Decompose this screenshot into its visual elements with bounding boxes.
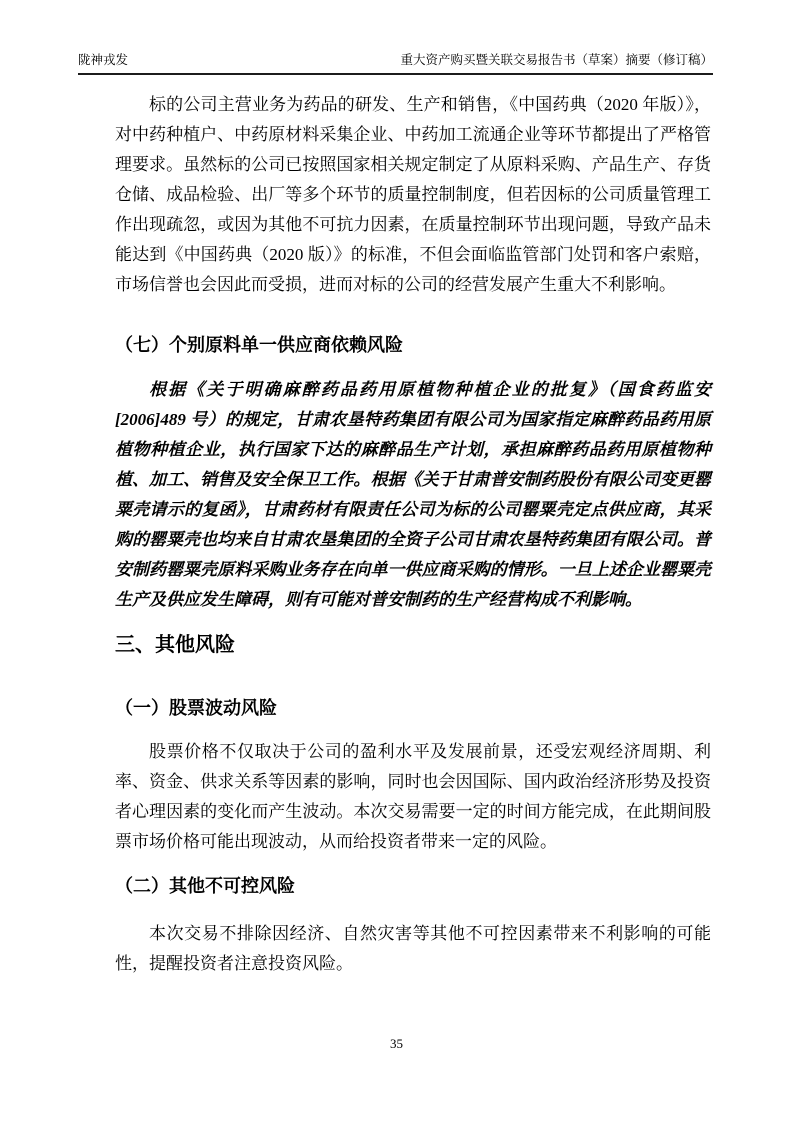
heading-chapter-3-other-risks: 三、其他风险 [115, 634, 235, 656]
paragraph-quality-risk: 标的公司主营业务为药品的研发、生产和销售，《中国药典（2020 年版）》，对中药种植户、中药原材料采集企业、中药加工流通企业等环节都提出了严格管理要求。虽然标的公司已按照国家相关规定制定了从原料采购、产品生产、存货仓储、成品检验、出厂等多个环节的质量控制制度，但若因标的公司质量管理工作出现疏忽，或因为其他不可抗力因素，在质量控制环节出现问题，导致产品未能达到《中国药典（2020 版）》的标准，不但会面临监管部门处罚和客户索赔，市场信誉也会因此而受损，进而对标的公司的经营发展产生重大不利影响。 [115, 95, 711, 294]
heading-section-7-supplier-dependence-risk: （七）个别原料单一供应商依赖风险 [115, 335, 403, 355]
page-footer [0, 1036, 793, 1052]
paragraph-section-3-1-stock-volatility: 股票价格不仅取决于公司的盈利水平及发展前景，还受宏观经济周期、利率、资金、供求关系等因素的影响，同时也会因国际、国内政治经济形势及投资者心理因素的变化而产生波动。本次交易需要一定的时间方能完成，在此期间股票市场价格可能出现波动，从而给投资者带来一定的风险。 [115, 742, 711, 851]
header-company-name: 陇神戎发 [78, 53, 129, 67]
heading-section-3-2-uncontrollable-risk: （二）其他不可控风险 [115, 876, 295, 896]
document-content [115, 90, 711, 979]
page-header [78, 52, 713, 75]
paragraph-section-7-supplier-dependence: 根据《关于明确麻醉药品药用原植物种植企业的批复》（国食药监安[2006]489 号）的规定，甘肃农垦特药集团有限公司为国家指定麻醉药品药用原植物种植企业，执行国家下达的麻醉品生产计划，承担麻醉药品药用原植物种植、加工、销售及安全保卫工作。根据《关于甘肃普安制药股份有限公司变更罂粟壳请示的复函》，甘肃药材有限责任公司为标的公司罂粟壳定点供应商，其采购的罂粟壳也均来自甘肃农垦集团的全资子公司甘肃农垦特药集团有限公司。普安制药罂粟壳原料采购业务存在向单一供应商采购的情形。一旦上述企业罂粟壳生产及供应发生障碍，则有可能对普安制药的生产经营构成不利影响。 [115, 380, 711, 609]
heading-section-3-1-stock-volatility-risk: （一）股票波动风险 [115, 698, 277, 718]
header-document-title: 重大资产购买暨关联交易报告书（草案）摘要（修订稿） [400, 53, 713, 67]
paragraph-section-3-2-uncontrollable: 本次交易不排除因经济、自然灾害等其他不可控因素带来不利影响的可能性，提醒投资者注意投资风险。 [115, 924, 711, 973]
page-number: 35 [390, 1036, 403, 1051]
